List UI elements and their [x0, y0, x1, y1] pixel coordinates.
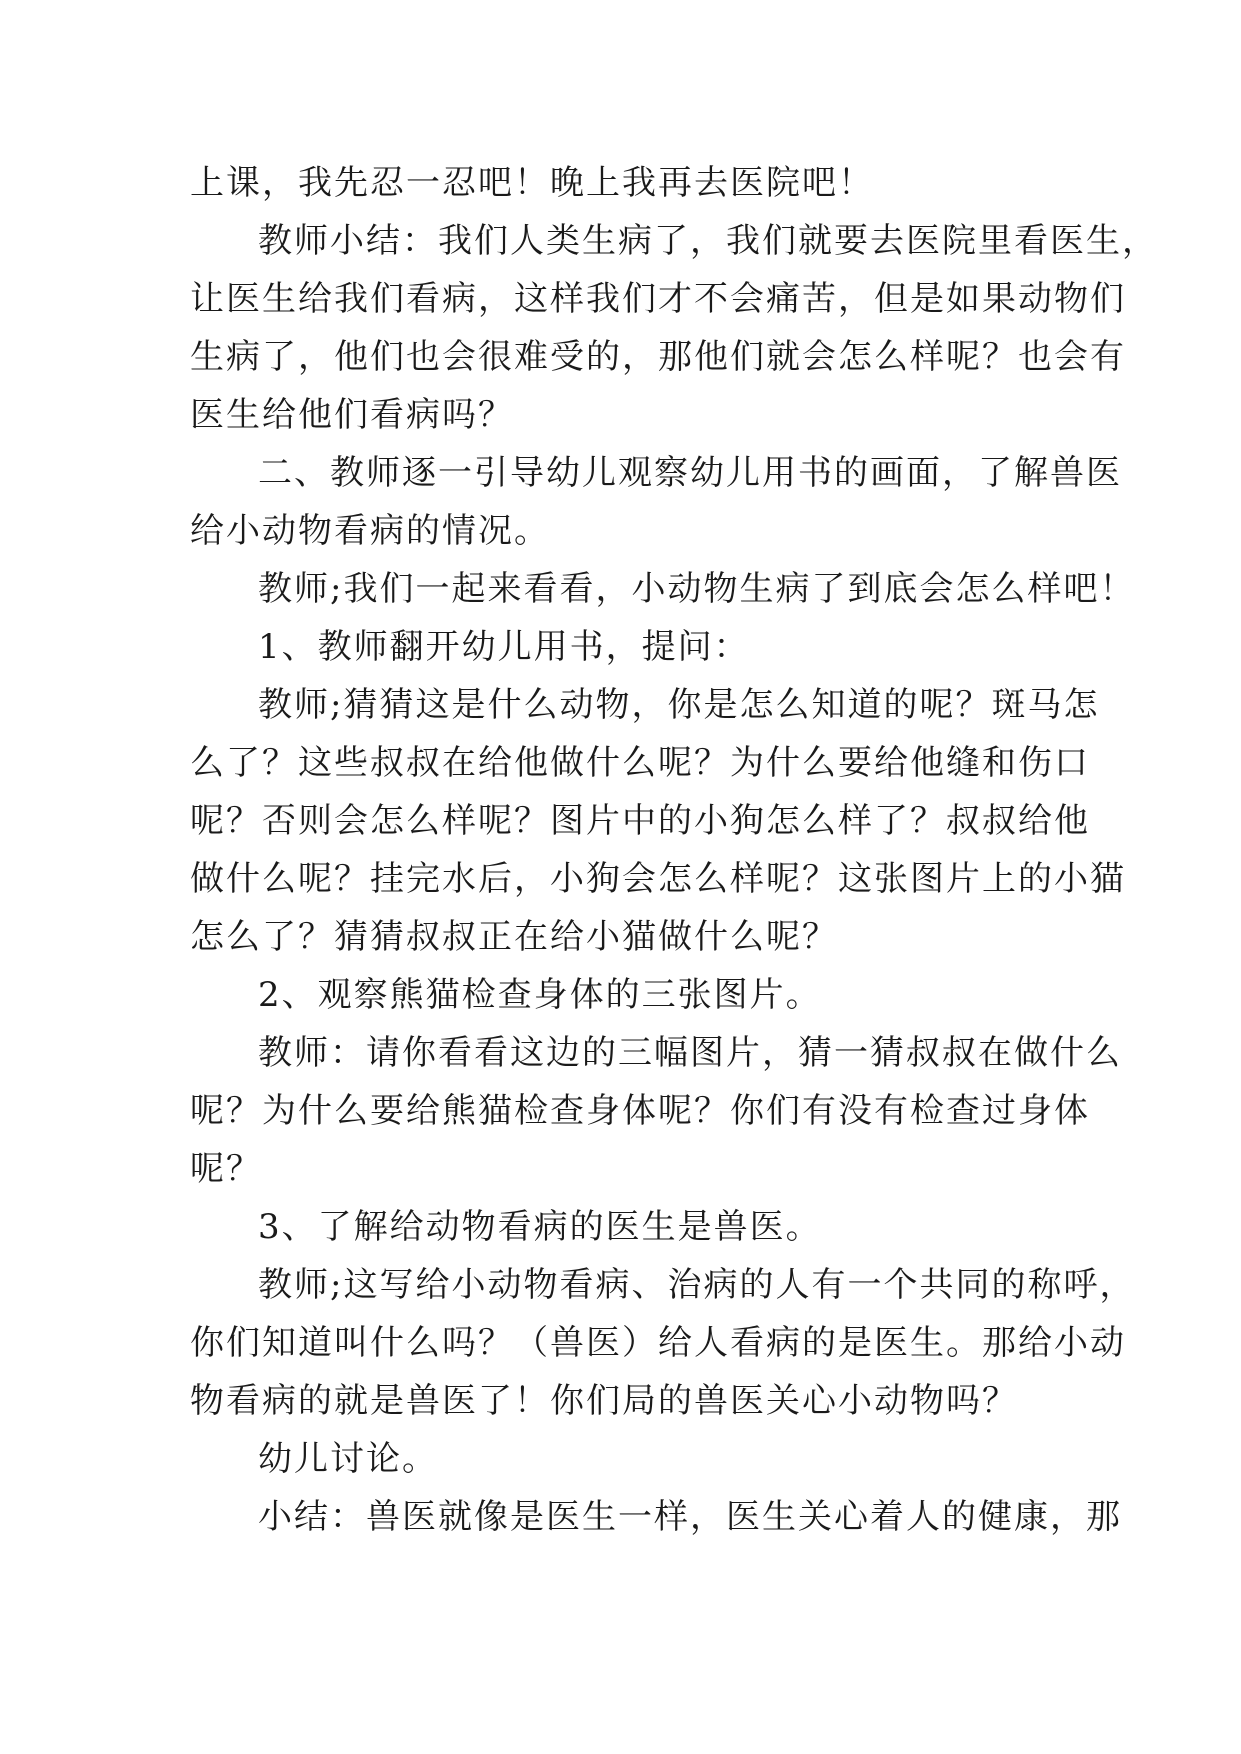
text-line: 教师;这写给小动物看病、治病的人有一个共同的称呼，: [258, 1265, 1136, 1305]
text-line: 让医生给我们看病，这样我们才不会痛苦，但是如果动物们: [190, 279, 1126, 319]
text-line: 教师;猜猜这是什么动物，你是怎么知道的呢？斑马怎: [258, 685, 1100, 725]
text-line: 你们知道叫什么吗？（兽医）给人看病的是医生。那给小动: [190, 1323, 1126, 1363]
text-line: 小结：兽医就像是医生一样，医生关心着人的健康，那: [258, 1497, 1122, 1537]
text-line: 1、教师翻开幼儿用书，提问：: [258, 627, 750, 667]
text-line: 么了？这些叔叔在给他做什么呢？为什么要给他缝和伤口: [190, 743, 1090, 783]
text-line: 幼儿讨论。: [258, 1439, 438, 1479]
text-line: 医生给他们看病吗？: [190, 395, 514, 435]
text-line: 物看病的就是兽医了！你们局的兽医关心小动物吗？: [190, 1381, 1018, 1421]
text-line: 怎么了？猜猜叔叔正在给小猫做什么呢？: [190, 917, 838, 957]
text-line: 教师：请你看看这边的三幅图片，猜一猜叔叔在做什么: [258, 1033, 1122, 1073]
text-line: 2、观察熊猫检查身体的三张图片。: [258, 975, 822, 1015]
text-line: 教师小结：我们人类生病了，我们就要去医院里看医生，: [258, 221, 1158, 261]
text-line: 呢？否则会怎么样呢？图片中的小狗怎么样了？叔叔给他: [190, 801, 1090, 841]
text-line: 3、了解给动物看病的医生是兽医。: [258, 1207, 822, 1247]
text-line: 呢？: [190, 1149, 262, 1189]
text-line: 做什么呢？挂完水后，小狗会怎么样呢？这张图片上的小猫: [190, 859, 1126, 899]
text-line: 二、教师逐一引导幼儿观察幼儿用书的画面，了解兽医: [258, 453, 1122, 493]
text-line: 生病了，他们也会很难受的，那他们就会怎么样呢？也会有: [190, 337, 1126, 377]
text-line: 给小动物看病的情况。: [190, 511, 550, 551]
text-line: 教师;我们一起来看看，小动物生病了到底会怎么样吧！: [258, 569, 1136, 609]
text-line: 上课，我先忍一忍吧！晚上我再去医院吧！: [190, 163, 874, 203]
text-line: 呢？为什么要给熊猫检查身体呢？你们有没有检查过身体: [190, 1091, 1090, 1131]
